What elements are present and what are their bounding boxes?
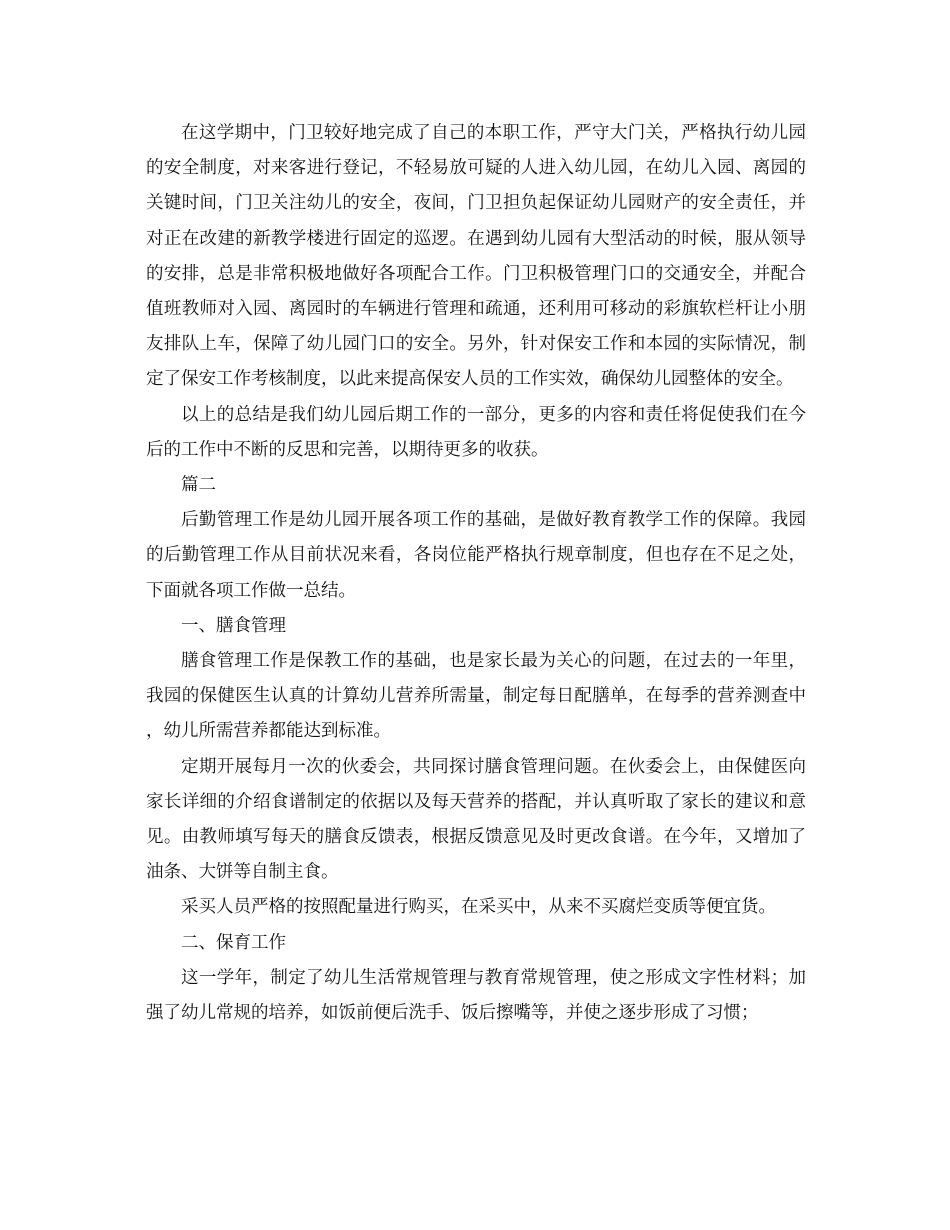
paragraph-purchasing: 采买人员严格的按照配量进行购买，在采买中，从来不买腐烂变质等便宜货。 <box>181 897 776 918</box>
paragraph-meal-committee: 定期开展每月一次的伙委会，共同探讨膳食管理问题。在伙委会上，由保健医向家长详细的介绍食谱制定的依据以及每天营养的搭配，并认真听取了家长的建议和意见。由教师填写每天的膳食反馈表，根据反馈意见及时更改食谱。在今年，又增加了油条、大饼等自制主食。 <box>146 756 806 883</box>
paragraph-summary-closing: 以上的总结是我们幼儿园后期工作的一部分，更多的内容和责任将促使我们在今后的工作中不断的反思和完善，以期待更多的收获。 <box>146 404 806 460</box>
paragraph-logistics-intro: 后勤管理工作是幼儿园开展各项工作的基础，是做好教育教学工作的保障。我园的后勤管理工作从目前状况来看，各岗位能严格执行规章制度，但也存在不足之处，下面就各项工作做一总结。 <box>146 510 806 601</box>
paragraph-gatekeeper-work: 在这学期中，门卫较好地完成了自己的本职工作，严守大门关，严格执行幼儿园的安全制度，对来客进行登记，不轻易放可疑的人进入幼儿园，在幼儿入园、离园的关键时间，门卫关注幼儿的安全，夜间，门卫担负起保证幼儿园财产的安全责任，并对正在改建的新教学楼进行固定的巡逻。在遇到幼儿园有大型活动的时候，服从领导的安排，总是非常积极地做好各项配合工作。门卫积极管理门口的交通安全，并配合值班教师对入园、离园时的车辆进行管理和疏通，还利用可移动的彩旗软栏杆让小朋友排队上车，保障了幼儿园门口的安全。另外，针对保安工作和本园的实际情况，制定了保安工作考核制度，以此来提高保安人员的工作实效，确保幼儿园整体的安全。 <box>146 123 806 390</box>
section-heading-childcare-work: 二、保育工作 <box>181 932 286 953</box>
section-heading-meal-management: 一、膳食管理 <box>181 615 286 636</box>
paragraph-childcare-routine: 这一学年，制定了幼儿生活常规管理与教育常规管理，使之形成文字性材料；加强了幼儿常规的培养，如饭前便后洗手、饭后擦嘴等，并使之逐步形成了习惯； <box>146 967 806 1024</box>
paragraph-meal-nutrition: 膳食管理工作是保教工作的基础，也是家长最为关心的问题，在过去的一年里，我园的保健医生认真的计算幼儿营养所需量，制定每日配膳单，在每季的营养测查中，幼儿所需营养都能达到标准。 <box>146 651 806 742</box>
document-body <box>146 116 806 1031</box>
part-two-heading: 篇二 <box>181 475 216 496</box>
